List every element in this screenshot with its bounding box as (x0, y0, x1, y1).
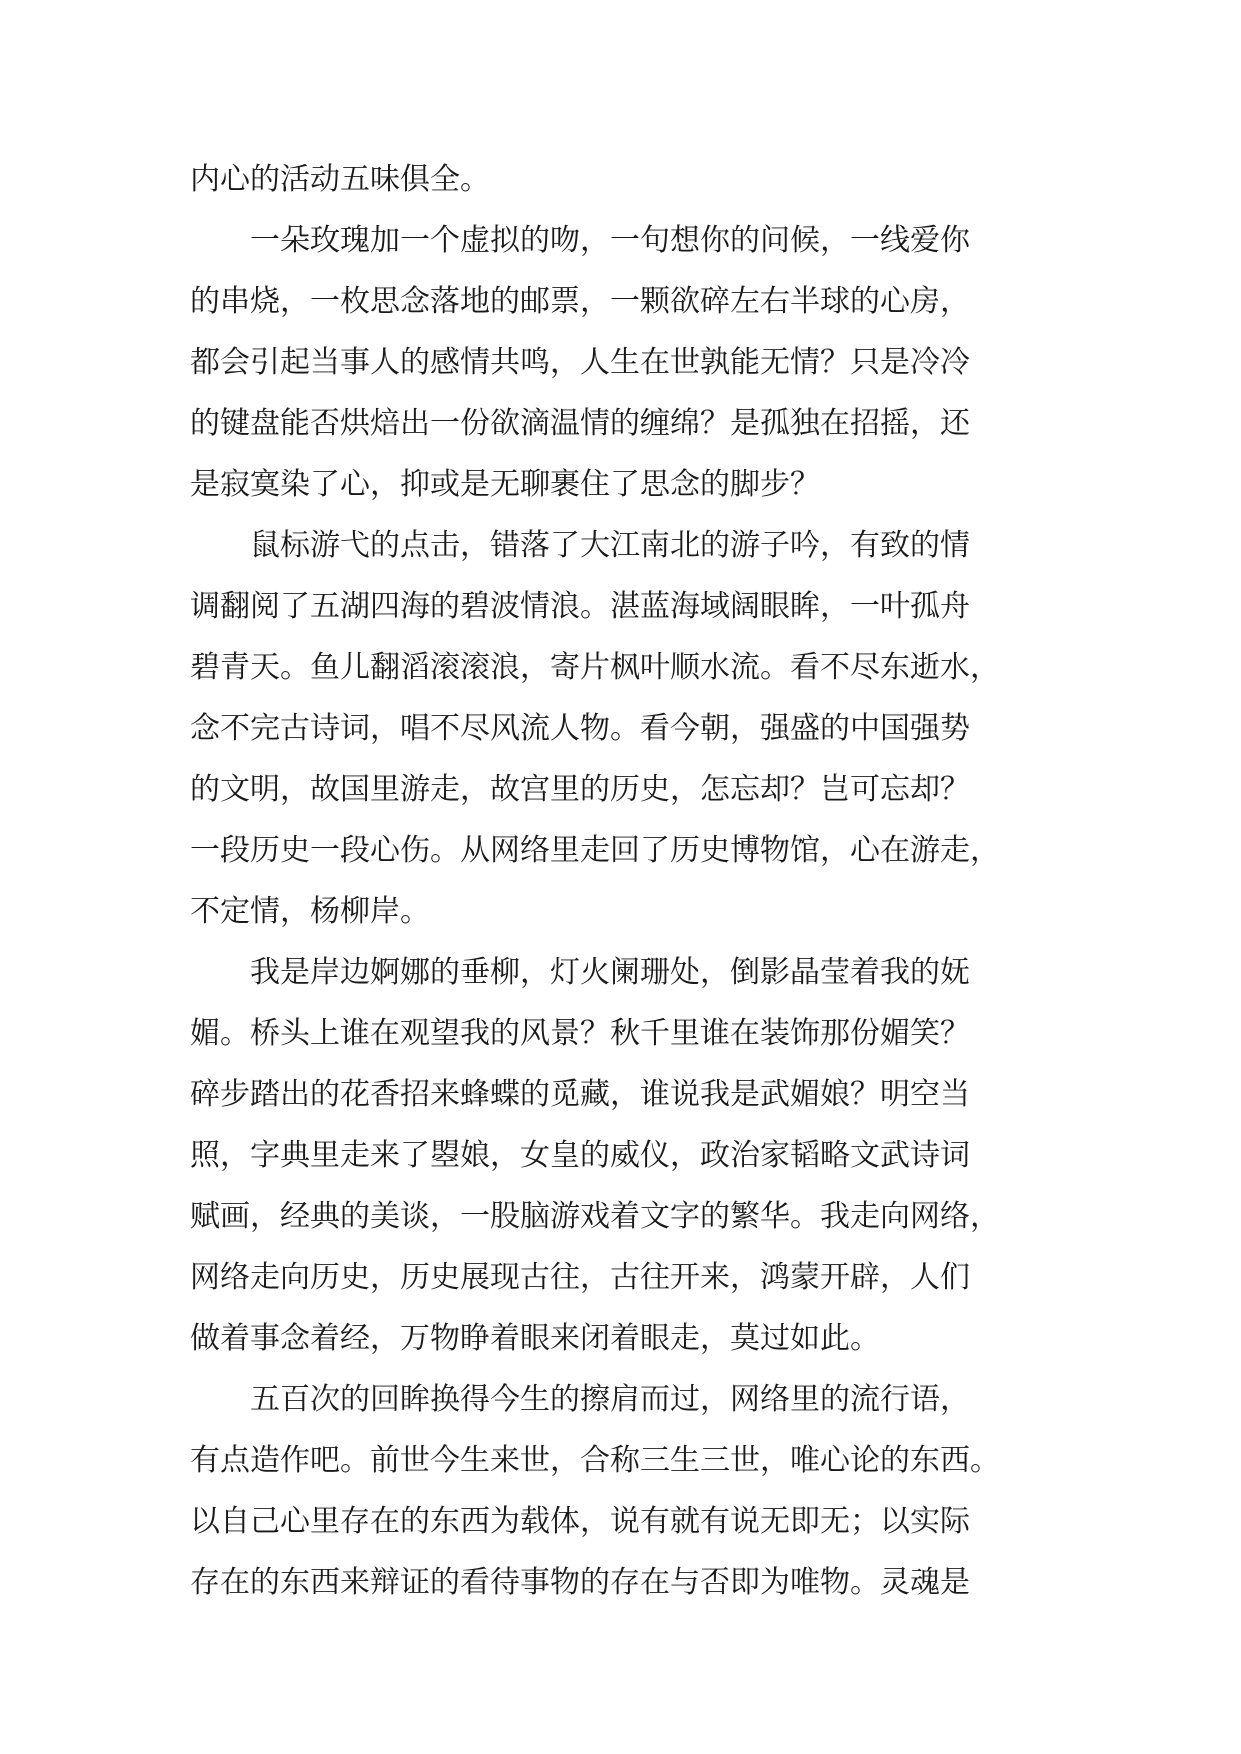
text-line: 以自己心里存在的东西为载体，说有就有说无即无；以实际 (190, 1504, 970, 1539)
paragraph-first-line: 一朵玫瑰加一个虚拟的吻，一句想你的问候，一线爱你 (250, 223, 970, 258)
text-line: 不定情，杨柳岸。 (190, 894, 430, 929)
text-line: 的文明，故国里游走，故宫里的历史，怎忘却？岂可忘却？ (190, 772, 970, 807)
text-line: 做着事念着经，万物睁着眼来闭着眼走，莫过如此。 (190, 1321, 880, 1356)
text-line: 赋画，经典的美谈，一股脑游戏着文字的繁华。我走向网络， (190, 1199, 1000, 1234)
paragraph-first-line: 我是岸边婀娜的垂柳，灯火阑珊处，倒影晶莹着我的妩 (250, 955, 970, 990)
text-line: 碎步踏出的花香招来蜂蝶的觅藏，谁说我是武媚娘？明空当 (190, 1077, 970, 1112)
paragraph-first-line: 鼠标游弋的点击，错落了大江南北的游子吟，有致的情 (250, 528, 970, 563)
text-line: 一段历史一段心伤。从网络里走回了历史博物馆，心在游走， (190, 833, 1000, 868)
text-line: 都会引起当事人的感情共鸣，人生在世孰能无情？只是冷冷 (190, 345, 970, 380)
text-line: 是寂寞染了心，抑或是无聊裹住了思念的脚步？ (190, 467, 820, 502)
text-line: 调翻阅了五湖四海的碧波情浪。湛蓝海域阔眼眸，一叶孤舟 (190, 589, 970, 624)
paragraph-first-line: 五百次的回眸换得今生的擦肩而过，网络里的流行语， (250, 1382, 970, 1417)
text-line: 碧青天。鱼儿翻滔滚滚浪，寄片枫叶顺水流。看不尽东逝水， (190, 650, 1000, 685)
text-line: 有点造作吧。前世今生来世，合称三生三世，唯心论的东西。 (190, 1443, 1000, 1478)
text-line: 存在的东西来辩证的看待事物的存在与否即为唯物。灵魂是 (190, 1565, 970, 1600)
text-line: 媚。桥头上谁在观望我的风景？秋千里谁在装饰那份媚笑？ (190, 1016, 970, 1051)
text-line: 照，字典里走来了曌娘，女皇的威仪，政治家韬略文武诗词 (190, 1138, 970, 1173)
text-line: 内心的活动五味俱全。 (190, 162, 490, 197)
text-line: 念不完古诗词，唱不尽风流人物。看今朝，强盛的中国强势 (190, 711, 970, 746)
text-line: 的键盘能否烘焙出一份欲滴温情的缠绵？是孤独在招摇，还 (190, 406, 970, 441)
text-line: 网络走向历史，历史展现古往，古往开来，鸿蒙开辟，人们 (190, 1260, 970, 1295)
text-line: 的串烧，一枚思念落地的邮票，一颗欲碎左右半球的心房， (190, 284, 970, 319)
